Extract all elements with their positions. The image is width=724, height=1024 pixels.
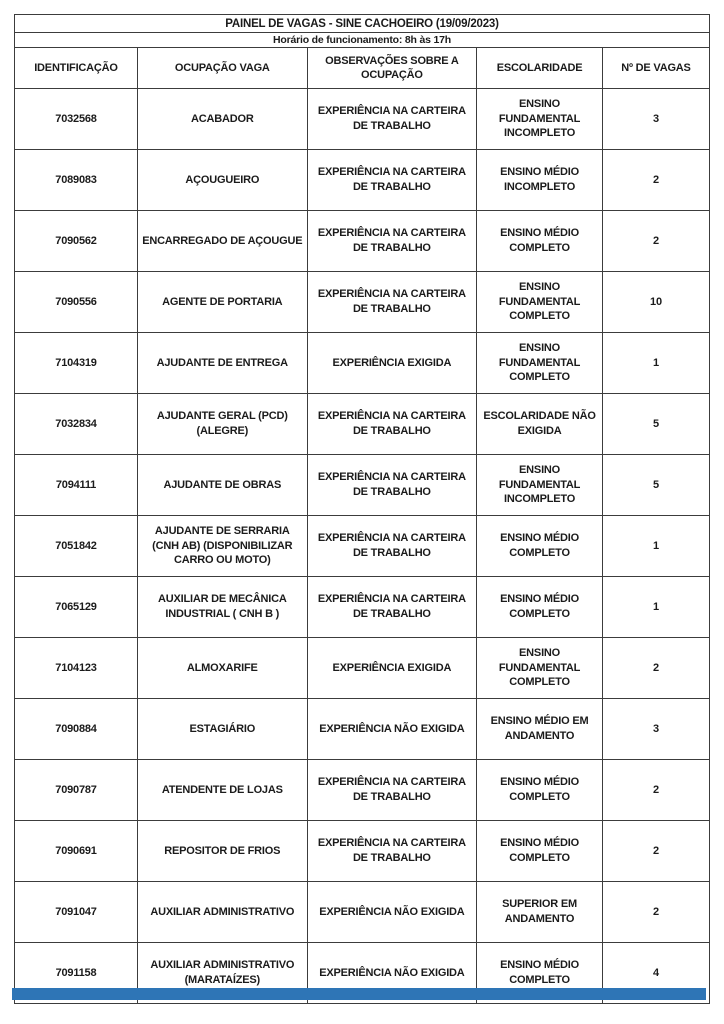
cell-occupation: AJUDANTE DE OBRAS — [138, 455, 308, 516]
cell-occupation: ACABADOR — [138, 89, 308, 150]
cell-occupation: ESTAGIÁRIO — [138, 699, 308, 760]
cell-observations: EXPERIÊNCIA NA CARTEIRA DE TRABALHO — [307, 577, 477, 638]
cell-observations: EXPERIÊNCIA NA CARTEIRA DE TRABALHO — [307, 150, 477, 211]
table-row — [15, 882, 710, 943]
cell-observations: EXPERIÊNCIA NA CARTEIRA DE TRABALHO — [307, 455, 477, 516]
cell-vacancies: 5 — [602, 455, 709, 516]
cell-vacancies: 10 — [602, 272, 709, 333]
cell-occupation: AUXILIAR DE MECÂNICA INDUSTRIAL ( CNH B ) — [138, 577, 308, 638]
cell-education: ENSINO MÉDIO COMPLETO — [477, 943, 603, 1004]
cell-occupation: ENCARREGADO DE AÇOUGUE — [138, 211, 308, 272]
cell-identification: 7051842 — [15, 516, 138, 577]
table-row — [15, 638, 710, 699]
column-header-ocupacao-vaga: OCUPAÇÃO VAGA — [138, 48, 308, 89]
cell-vacancies: 2 — [602, 760, 709, 821]
cell-vacancies: 1 — [602, 516, 709, 577]
cell-vacancies: 1 — [602, 333, 709, 394]
cell-identification: 7032568 — [15, 89, 138, 150]
cell-identification: 7094111 — [15, 455, 138, 516]
cell-observations: EXPERIÊNCIA EXIGIDA — [307, 333, 477, 394]
cell-education: ENSINO FUNDAMENTAL COMPLETO — [477, 638, 603, 699]
cell-occupation: AJUDANTE DE ENTREGA — [138, 333, 308, 394]
cell-observations: EXPERIÊNCIA NÃO EXIGIDA — [307, 943, 477, 1004]
table-row — [15, 211, 710, 272]
table-row — [15, 394, 710, 455]
cell-observations: EXPERIÊNCIA NA CARTEIRA DE TRABALHO — [307, 211, 477, 272]
cell-identification: 7090556 — [15, 272, 138, 333]
table-subtitle-row — [15, 33, 710, 48]
cell-identification: 7104319 — [15, 333, 138, 394]
cell-vacancies: 3 — [602, 89, 709, 150]
table-row — [15, 89, 710, 150]
column-header-row — [15, 48, 710, 89]
cell-observations: EXPERIÊNCIA NA CARTEIRA DE TRABALHO — [307, 394, 477, 455]
cell-education: ENSINO MÉDIO EM ANDAMENTO — [477, 699, 603, 760]
cell-vacancies: 3 — [602, 699, 709, 760]
cell-occupation: AGENTE DE PORTARIA — [138, 272, 308, 333]
opening-hours: Horário de funcionamento: 8h às 17h — [15, 33, 710, 48]
cell-occupation: AJUDANTE GERAL (PCD) (ALEGRE) — [138, 394, 308, 455]
table-row — [15, 760, 710, 821]
cell-observations: EXPERIÊNCIA NA CARTEIRA DE TRABALHO — [307, 89, 477, 150]
table-body — [15, 89, 710, 1004]
table-row — [15, 333, 710, 394]
cell-vacancies: 1 — [602, 577, 709, 638]
cell-education: ENSINO MÉDIO COMPLETO — [477, 211, 603, 272]
page-title: PAINEL DE VAGAS - SINE CACHOEIRO (19/09/2023) — [15, 15, 710, 33]
cell-vacancies: 4 — [602, 943, 709, 1004]
cell-occupation: ALMOXARIFE — [138, 638, 308, 699]
cell-occupation: AUXILIAR ADMINISTRATIVO — [138, 882, 308, 943]
cell-education: ESCOLARIDADE NÃO EXIGIDA — [477, 394, 603, 455]
column-header-identificacao: IDENTIFICAÇÃO — [15, 48, 138, 89]
cell-identification: 7089083 — [15, 150, 138, 211]
cell-identification: 7104123 — [15, 638, 138, 699]
column-header-num-vagas: Nº DE VAGAS — [602, 48, 709, 89]
cell-identification: 7032834 — [15, 394, 138, 455]
table-row — [15, 821, 710, 882]
column-header-observacoes: OBSERVAÇÕES SOBRE A OCUPAÇÃO — [307, 48, 477, 89]
cell-education: SUPERIOR EM ANDAMENTO — [477, 882, 603, 943]
table-title-row — [15, 15, 710, 33]
cell-identification: 7090562 — [15, 211, 138, 272]
cell-vacancies: 2 — [602, 882, 709, 943]
cell-observations: EXPERIÊNCIA NA CARTEIRA DE TRABALHO — [307, 760, 477, 821]
cell-vacancies: 2 — [602, 211, 709, 272]
cell-observations: EXPERIÊNCIA NA CARTEIRA DE TRABALHO — [307, 821, 477, 882]
cell-vacancies: 2 — [602, 638, 709, 699]
cell-education: ENSINO FUNDAMENTAL COMPLETO — [477, 333, 603, 394]
table-row — [15, 150, 710, 211]
cell-identification: 7065129 — [15, 577, 138, 638]
cell-education: ENSINO MÉDIO COMPLETO — [477, 577, 603, 638]
table-row — [15, 272, 710, 333]
cell-education: ENSINO MÉDIO INCOMPLETO — [477, 150, 603, 211]
cell-occupation: AÇOUGUEIRO — [138, 150, 308, 211]
footer-bar — [12, 988, 706, 1000]
vacancies-table — [14, 14, 710, 1004]
table-row — [15, 577, 710, 638]
cell-observations: EXPERIÊNCIA NA CARTEIRA DE TRABALHO — [307, 516, 477, 577]
cell-education: ENSINO FUNDAMENTAL COMPLETO — [477, 272, 603, 333]
cell-education: ENSINO FUNDAMENTAL INCOMPLETO — [477, 455, 603, 516]
cell-identification: 7090787 — [15, 760, 138, 821]
cell-occupation: AJUDANTE DE SERRARIA (CNH AB) (DISPONIBILIZAR CARRO OU MOTO) — [138, 516, 308, 577]
cell-identification: 7091158 — [15, 943, 138, 1004]
cell-observations: EXPERIÊNCIA NA CARTEIRA DE TRABALHO — [307, 272, 477, 333]
cell-identification: 7091047 — [15, 882, 138, 943]
cell-observations: EXPERIÊNCIA NÃO EXIGIDA — [307, 699, 477, 760]
cell-vacancies: 2 — [602, 150, 709, 211]
cell-vacancies: 5 — [602, 394, 709, 455]
table-row — [15, 455, 710, 516]
table-row — [15, 699, 710, 760]
cell-identification: 7090691 — [15, 821, 138, 882]
cell-education: ENSINO MÉDIO COMPLETO — [477, 760, 603, 821]
cell-occupation: REPOSITOR DE FRIOS — [138, 821, 308, 882]
cell-occupation: ATENDENTE DE LOJAS — [138, 760, 308, 821]
cell-education: ENSINO FUNDAMENTAL INCOMPLETO — [477, 89, 603, 150]
table-row — [15, 516, 710, 577]
cell-occupation: AUXILIAR ADMINISTRATIVO (MARATAÍZES) — [138, 943, 308, 1004]
column-header-escolaridade: ESCOLARIDADE — [477, 48, 603, 89]
cell-observations: EXPERIÊNCIA NÃO EXIGIDA — [307, 882, 477, 943]
cell-observations: EXPERIÊNCIA EXIGIDA — [307, 638, 477, 699]
cell-vacancies: 2 — [602, 821, 709, 882]
cell-education: ENSINO MÉDIO COMPLETO — [477, 516, 603, 577]
cell-education: ENSINO MÉDIO COMPLETO — [477, 821, 603, 882]
cell-identification: 7090884 — [15, 699, 138, 760]
